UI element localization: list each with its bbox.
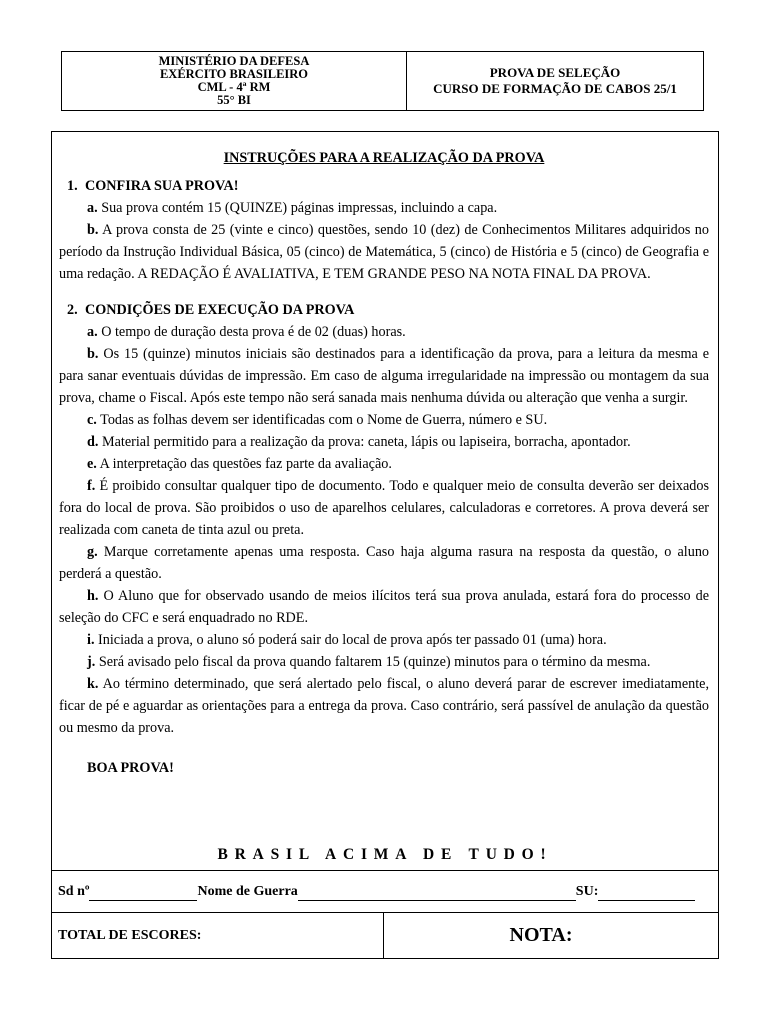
item-text: A prova consta de 25 (vinte e cinco) questões, sendo 10 (dez) de Conhecimentos Militares adquiridos no período da Instrução Individual Básica, 05 (cinco) de Matemática, 5 (cinco) de História e 5 (cinco) de Geografia e uma redação. A REDAÇÃO É AVALIATIVA, E TEM GRANDE PESO NA NOTA FINAL DA PROVA. xyxy=(59,222,709,282)
item-letter: i. xyxy=(87,632,95,648)
instruction-item xyxy=(59,475,709,541)
item-text: Os 15 (quinze) minutos iniciais são destinados para a identificação da prova, para a leitura da mesma e para sanar eventuais dúvidas de impressão. Em caso de alguma irregularidade na impressão ou montagem da sua prova, chame o Fiscal. Após este tempo não será sanada mais nenhuma dúvida ou alteração que venha a surgir. xyxy=(59,346,710,406)
instruction-item xyxy=(59,651,709,673)
nome-de-guerra-field[interactable] xyxy=(298,885,576,901)
section-heading xyxy=(59,299,709,321)
item-text: Todas as folhas devem ser identificadas com o Nome de Guerra, número e SU. xyxy=(100,412,548,428)
item-letter: h. xyxy=(87,588,99,604)
institution-line: MINISTÉRIO DA DEFESA xyxy=(158,54,310,68)
item-text: Sua prova contém 15 (QUINZE) páginas impressas, incluindo a capa. xyxy=(101,200,498,216)
score-row xyxy=(52,912,718,958)
motto: BRASIL ACIMA DE TUDO! xyxy=(217,846,553,863)
sd-label: Sd nº xyxy=(58,883,90,899)
nota-label: NOTA: xyxy=(509,924,573,946)
institution-block xyxy=(62,52,407,110)
item-text: É proibido consultar qualquer tipo de documento. Todo e qualquer meio de consulta deverão ser deixados fora do local de prova. São proibidos o uso de aparelhos celulares, calculadoras e corretores. A prova deverá ser realizada com caneta de tinta azul ou preta. xyxy=(59,478,709,538)
item-letter: b. xyxy=(87,222,99,238)
section-number: 1. xyxy=(67,178,78,194)
instruction-item xyxy=(59,453,709,475)
instruction-item xyxy=(59,585,709,629)
institution-line: EXÉRCITO BRASILEIRO xyxy=(159,67,309,81)
instruction-item xyxy=(59,321,709,343)
instruction-item xyxy=(59,629,709,651)
institution-line: 55° BI xyxy=(217,93,251,107)
su-field[interactable] xyxy=(598,885,695,901)
item-text: Iniciada a prova, o aluno só poderá sair do local de prova após ter passado 01 (uma) hora. xyxy=(98,632,607,648)
item-letter: f. xyxy=(87,478,96,494)
section-title: CONFIRA SUA PROVA! xyxy=(85,178,239,194)
item-text: O tempo de duração desta prova é de 02 (duas) horas. xyxy=(101,324,406,340)
item-text: A interpretação das questões faz parte da avaliação. xyxy=(99,456,392,472)
total-escores-cell[interactable] xyxy=(52,913,384,958)
institution-line: CML - 4ª RM xyxy=(197,80,271,94)
instruction-item xyxy=(59,219,709,285)
total-escores-label: TOTAL DE ESCORES: xyxy=(58,927,202,943)
item-letter: c. xyxy=(87,412,97,428)
item-letter: k. xyxy=(87,676,99,692)
item-text: Marque corretamente apenas uma resposta. Caso haja alguma rasura na resposta da questão, o aluno perderá a questão. xyxy=(59,544,710,582)
instruction-item xyxy=(59,673,709,739)
item-letter: e. xyxy=(87,456,97,472)
section-heading xyxy=(59,175,709,197)
instructions-title: INSTRUÇÕES PARA A REALIZAÇÃO DA PROVA xyxy=(223,150,545,166)
instruction-item xyxy=(59,197,709,219)
instruction-item xyxy=(59,409,709,431)
sd-number-field[interactable] xyxy=(89,885,197,901)
section-items xyxy=(59,197,709,285)
instruction-item xyxy=(59,431,709,453)
item-text: Material permitido para a realização da prova: caneta, lápis ou lapiseira, borracha, apontador. xyxy=(101,434,631,450)
exam-title-block xyxy=(407,52,703,110)
exam-header xyxy=(61,51,704,111)
item-text: Ao término determinado, que será alertado pelo fiscal, o aluno deverá parar de escrever imediatamente, ficar de pé e aguardar as orientações para a entrega da prova. Caso contrário, será passível de anulação da questão ou mesmo da prova. xyxy=(59,676,710,736)
exam-title-line: PROVA DE SELEÇÃO xyxy=(489,65,621,80)
nome-de-guerra-label: Nome de Guerra xyxy=(197,883,298,899)
item-text: O Aluno que for observado usando de meios ilícitos terá sua prova anulada, estará fora do processo de seleção do CFC e será enquadrado no RDE. xyxy=(59,588,710,626)
closing-text: BOA PROVA! xyxy=(87,760,174,776)
exam-title-line: CURSO DE FORMAÇÃO DE CABOS 25/1 xyxy=(433,81,677,96)
instruction-item xyxy=(59,343,709,409)
instruction-item xyxy=(59,541,709,585)
item-letter: a. xyxy=(87,200,98,216)
instructions-content xyxy=(59,147,709,779)
section-number: 2. xyxy=(67,302,78,318)
item-letter: b. xyxy=(87,346,99,362)
item-letter: a. xyxy=(87,324,98,340)
item-letter: g. xyxy=(87,544,98,560)
item-letter: j. xyxy=(87,654,96,670)
nota-cell[interactable] xyxy=(384,913,718,958)
instructions-box xyxy=(51,131,719,959)
su-label: SU: xyxy=(575,883,599,899)
item-text: Será avisado pelo fiscal da prova quando faltarem 15 (quinze) minutos para o término da mesma. xyxy=(98,654,651,670)
student-identification-row xyxy=(52,870,718,912)
section-items xyxy=(59,321,709,739)
section-title: CONDIÇÕES DE EXECUÇÃO DA PROVA xyxy=(85,302,355,318)
item-letter: d. xyxy=(87,434,99,450)
